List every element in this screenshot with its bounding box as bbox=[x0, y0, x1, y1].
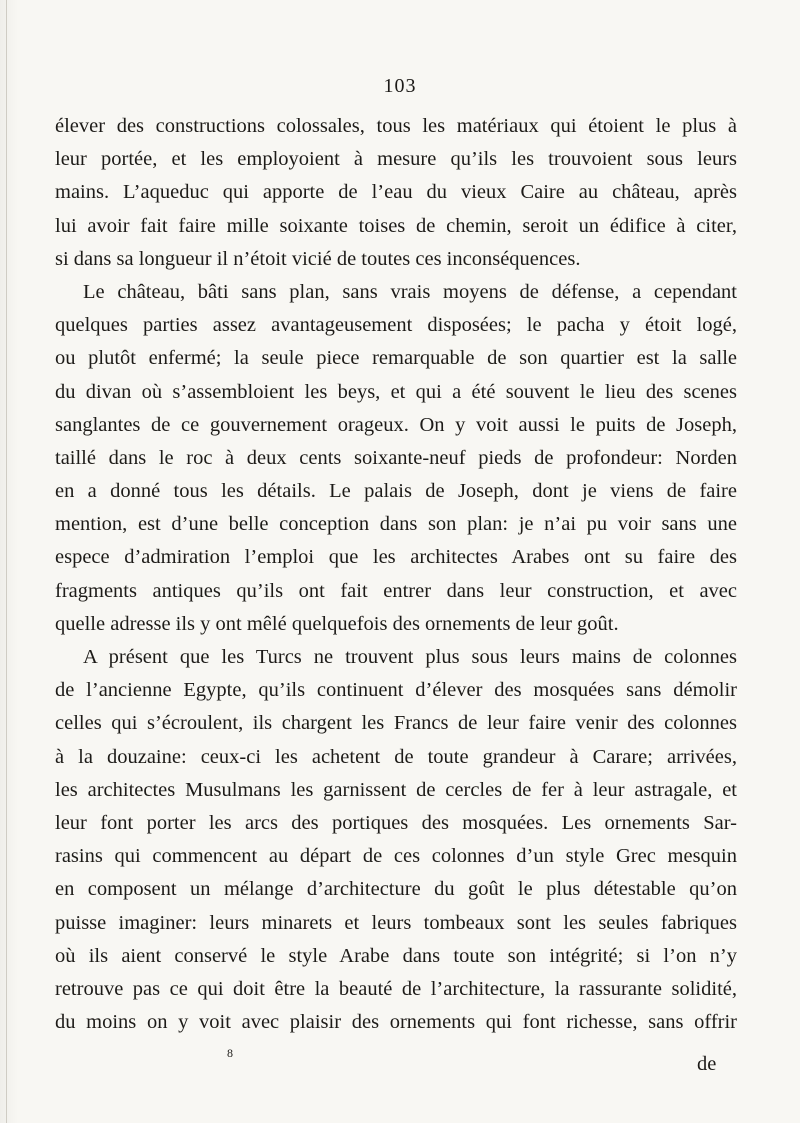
text-line: où ils aient conservé le style Arabe dans toute son intégrité; si l’on n’y bbox=[55, 944, 737, 967]
text-line: ou plutôt enfermé; la seule piece remarquable de son quartier est la salle bbox=[55, 347, 737, 370]
text-line: taillé dans le roc à deux cents soixante-neuf pieds de profondeur: Norden bbox=[55, 446, 737, 469]
text-line: du moins on y voit avec plaisir des ornements qui font richesse, sans offrir bbox=[55, 1011, 737, 1034]
text-line: leur font porter les arcs des portiques des mosquées. Les ornements Sar- bbox=[55, 811, 737, 834]
text-line: si dans sa longueur il n’étoit vicié de toutes ces inconséquences. bbox=[55, 247, 581, 270]
signature-mark: 8 bbox=[227, 1046, 233, 1060]
text-line: quelle adresse ils y ont mêlé quelquefois des ornements de leur goût. bbox=[55, 612, 619, 635]
page-edge bbox=[6, 0, 7, 1123]
text-line: A présent que les Turcs ne trouvent plus sous leurs mains de colonnes bbox=[83, 646, 737, 668]
page-footer bbox=[0, 1046, 800, 1086]
text-line: mention, est d’une belle conception dans son plan: je n’ai pu voir sans une bbox=[55, 513, 737, 536]
text-line: celles qui s’écroulent, ils chargent les Francs de leur faire venir des colonnes bbox=[55, 712, 737, 735]
text-line: mains. L’aqueduc qui apporte de l’eau du vieux Caire au château, après bbox=[55, 181, 737, 204]
text-line: sanglantes de ce gouvernement orageux. On y voit aussi le puits de Joseph, bbox=[55, 413, 737, 436]
text-line: élever des constructions colossales, tous les matériaux qui étoient le plus à bbox=[55, 115, 737, 137]
text-line: leur portée, et les employoient à mesure qu’ils les trouvoient sous leurs bbox=[55, 148, 737, 171]
text-line: de l’ancienne Egypte, qu’ils continuent d’élever des mosquées sans démolir bbox=[55, 679, 737, 702]
page-number: 103 bbox=[383, 75, 417, 97]
text-line: espece d’admiration l’emploi que les architectes Arabes ont su faire des bbox=[55, 546, 737, 569]
text-line: Le château, bâti sans plan, sans vrais moyens de défense, a cependant bbox=[83, 280, 737, 303]
body-text bbox=[55, 110, 737, 1039]
text-line: retrouve pas ce qui doit être la beauté de l’architecture, la rassurante solidité, bbox=[55, 977, 737, 1000]
text-line: les architectes Musulmans les garnissent de cercles de fer à leur astragale, et bbox=[55, 778, 737, 801]
text-line: en composent un mélange d’architecture du goût le plus détestable qu’on bbox=[55, 878, 737, 901]
text-line: puisse imaginer: leurs minarets et leurs tombeaux sont les seules fabriques bbox=[55, 911, 737, 934]
text-line: à la douzaine: ceux-ci les achetent de toute grandeur à Carare; arrivées, bbox=[55, 745, 737, 768]
catchword: de bbox=[697, 1053, 717, 1075]
text-line: du divan où s’assembloient les beys, et qui a été souvent le lieu des scenes bbox=[55, 380, 737, 403]
text-line: quelques parties assez avantageusement disposées; le pacha y étoit logé, bbox=[55, 314, 737, 337]
text-line: fragments antiques qu’ils ont fait entrer dans leur construction, et avec bbox=[55, 579, 737, 602]
text-line: lui avoir fait faire mille soixante toises de chemin, seroit un édifice à citer, bbox=[55, 214, 737, 237]
text-line: en a donné tous les détails. Le palais de Joseph, dont je viens de faire bbox=[55, 480, 737, 503]
text-line: rasins qui commencent au départ de ces colonnes d’un style Grec mesquin bbox=[55, 845, 737, 868]
